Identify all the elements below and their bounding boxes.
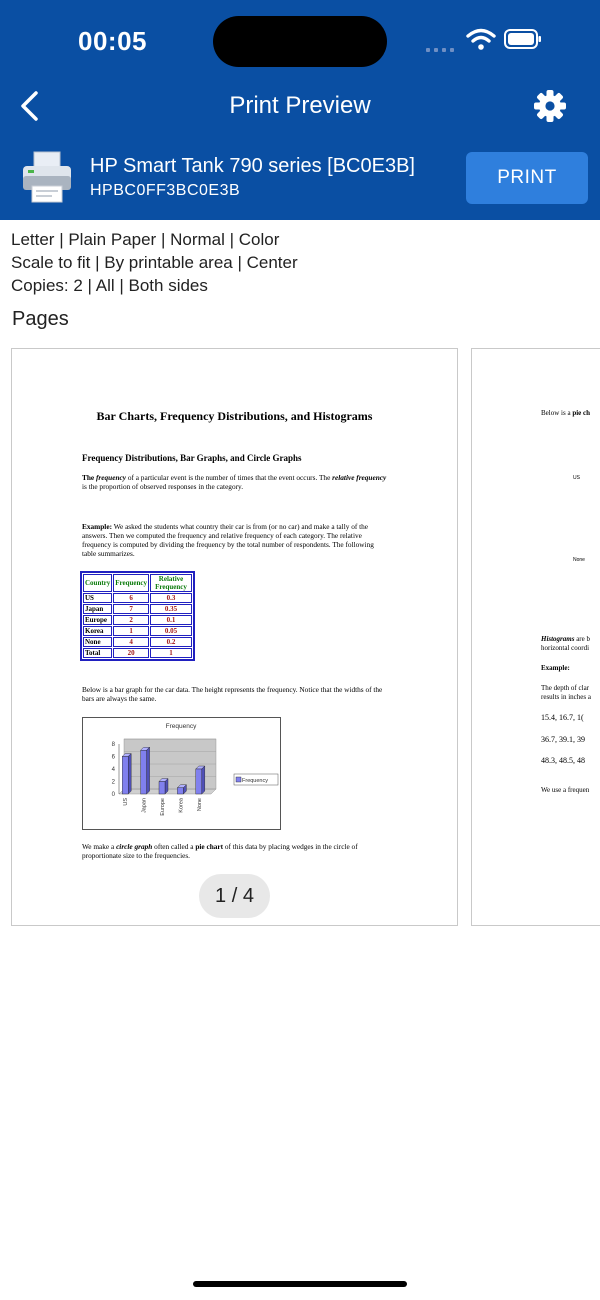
chart-legend-label: Frequency: [242, 778, 268, 784]
frequency-table: [80, 571, 195, 661]
doc-paragraph-pie-chart: We make a circle graph often called a pie chart of this data by placing wedges in the circle of proportionate size to the frequencies.: [82, 842, 358, 860]
page2-line: results in inches a: [541, 693, 591, 701]
home-indicator: [193, 1281, 407, 1287]
chart-x-tick-label: Korea: [178, 798, 185, 813]
table-row: Europe 2 0.1: [83, 615, 192, 625]
bar-chart-svg: [83, 718, 280, 829]
table-row: US 6 0.3: [83, 593, 192, 603]
gear-icon[interactable]: [532, 88, 568, 124]
table-header: Country: [83, 574, 112, 592]
page2-pie-label-us: US: [573, 475, 580, 481]
chart-x-tick-label: Europe: [160, 798, 166, 816]
chart-bar-side: [128, 754, 131, 795]
chart-bar: [196, 769, 202, 794]
doc-paragraph-frequency: The frequency of a particular event is the number of times that the event occurs. The relative frequency is the proportion of observed responses in the category.: [82, 473, 387, 491]
page2-line: 36.7, 39.1, 39: [541, 735, 585, 744]
chart-y-tick-label: 8: [111, 742, 115, 748]
app-header: [0, 0, 600, 220]
chart-y-tick-label: 0: [111, 792, 115, 798]
doc-subtitle: Frequency Distributions, Bar Graphs, and Circle Graphs: [82, 453, 302, 463]
page-indicator: 1 / 4: [199, 874, 270, 918]
page2-line: Below is a pie ch: [541, 409, 591, 417]
table-row: None 4 0.2: [83, 637, 192, 647]
chart-bar-side: [202, 766, 205, 794]
settings-line-paper: Letter | Plain Paper | Normal | Color: [11, 230, 280, 249]
dynamic-island: [213, 16, 387, 67]
status-time: 00:05: [78, 26, 147, 56]
chart-x-tick-label: Japan: [141, 798, 148, 813]
chart-bar-side: [147, 747, 150, 794]
printer-id: HPBC0FF3BC0E3B: [90, 182, 241, 199]
doc-paragraph-example: Example: We asked the students what country their car is from (or no car) and make a tally of the answers. Then we computed the frequency and relative frequency of each category. The relative frequency is computed by dividing the frequency by the total number of respondents. The following table summarizes.: [82, 522, 374, 558]
print-button[interactable]: PRINT: [466, 152, 588, 204]
chart-y-tick-label: 4: [111, 767, 115, 773]
wifi-icon: [466, 27, 496, 51]
page2-line: We use a frequen: [541, 786, 590, 794]
table-header: Relative Frequency: [150, 574, 192, 592]
page2-pie-label-none: None: [573, 557, 585, 563]
printer-icon: [20, 150, 74, 204]
page2-line: 48.3, 48.5, 48: [541, 756, 585, 765]
table-header: Frequency: [113, 574, 149, 592]
settings-line-copies: Copies: 2 | All | Both sides: [11, 276, 208, 295]
chart-bar-side: [165, 779, 168, 795]
chart-y-tick-label: 2: [111, 779, 115, 786]
page-title: Print Preview: [229, 92, 371, 119]
chart-x-tick-label: None: [196, 798, 203, 812]
page2-line: The depth of clar: [541, 684, 590, 692]
page-preview-1[interactable]: [11, 348, 458, 926]
page2-line: Histograms are b: [541, 635, 590, 643]
doc-title: Bar Charts, Frequency Distributions, and Histograms: [96, 409, 373, 423]
settings-line-scale: Scale to fit | By printable area | Center: [11, 253, 298, 272]
table-row: Korea 1 0.05: [83, 626, 192, 636]
pages-heading: Pages: [12, 308, 69, 330]
chart-bar: [122, 757, 128, 795]
chart-bar: [177, 788, 183, 794]
page2-line: 15.4, 16.7, 1(: [541, 713, 584, 722]
print-settings-summary[interactable]: [11, 228, 298, 297]
bar-chart: [82, 717, 281, 830]
chart-bar: [159, 782, 165, 795]
printer-name: HP Smart Tank 790 series [BC0E3B]: [90, 155, 415, 177]
table-row: Japan 7 0.35: [83, 604, 192, 614]
page2-line: Example:: [541, 664, 570, 672]
chart-bar: [141, 750, 147, 794]
chart-x-tick-label: US: [123, 798, 130, 806]
chart-legend-swatch: [236, 777, 241, 782]
battery-icon: [504, 29, 542, 49]
cellular-signal-icon: [426, 38, 458, 52]
table-row: Total 20 1: [83, 648, 192, 658]
page2-line: horizontal coordi: [541, 644, 590, 652]
chart-y-tick-label: 6: [111, 754, 115, 761]
doc-paragraph-bar-graph: Below is a bar graph for the car data. The height represents the frequency. Notice that the widths of the bars are always the same.: [82, 685, 383, 703]
chart-title: Frequency: [165, 723, 197, 730]
page-preview-2[interactable]: [471, 348, 600, 926]
